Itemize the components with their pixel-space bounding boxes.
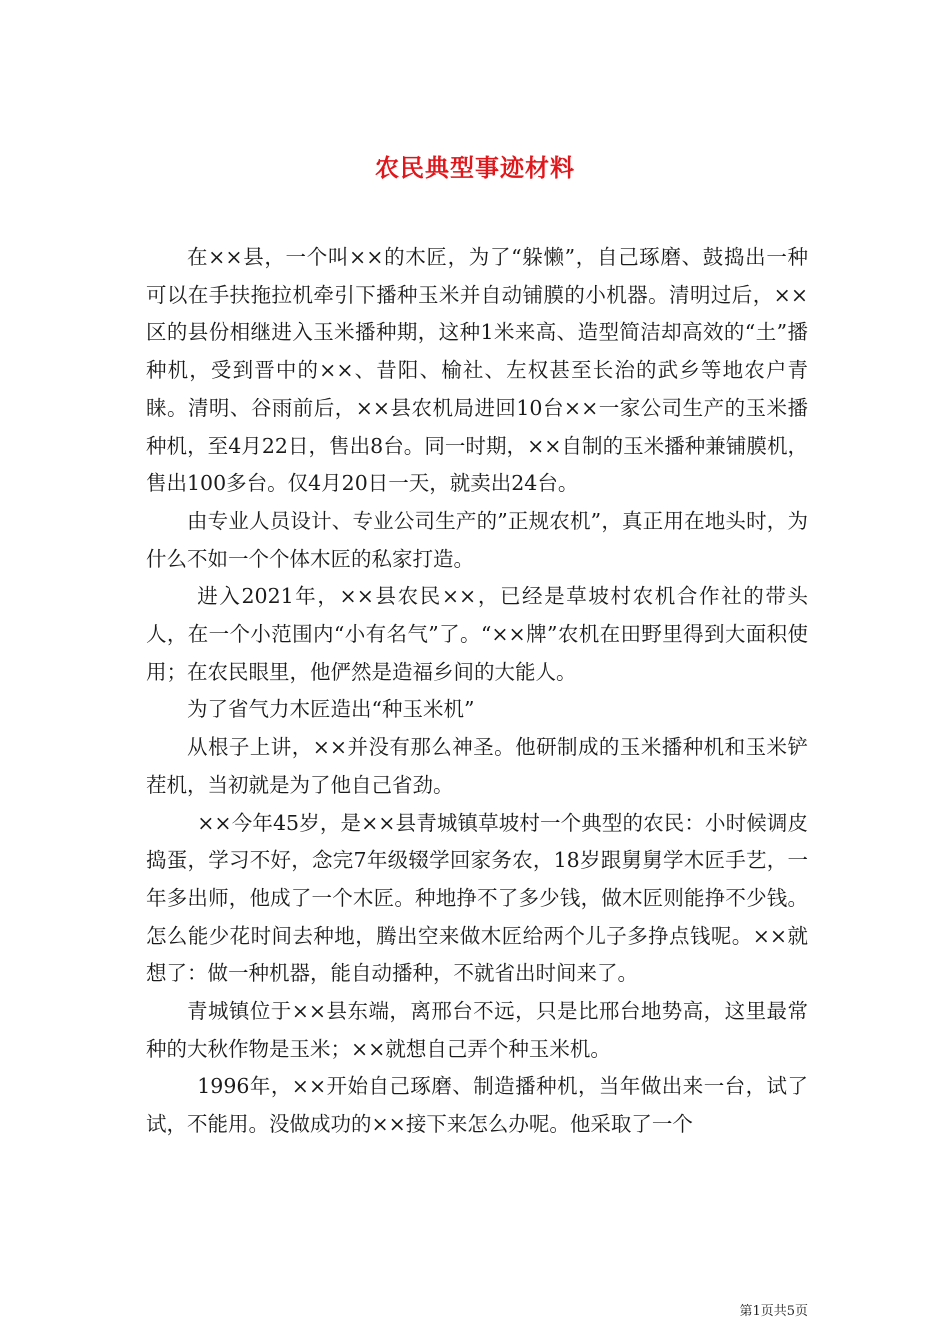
paragraph-5: 从根子上讲，××并没有那么神圣。他研制成的玉米播种机和玉米铲茬机，当初就是为了他自己省劲。 — [146, 735, 808, 797]
document-body — [146, 239, 808, 1144]
paragraph-6: ××今年45岁，是××县青城镇草坡村一个典型的农民：小时候调皮捣蛋，学习不好，念完7年级辍学回家务农，18岁跟舅舅学木匠手艺，一年多出师，他成了一个木匠。种地挣不了多少钱，做木匠则能挣不少钱。怎么能少花时间去种地，腾出空来做木匠给两个儿子多挣点钱呢。××就想了：做一种机器，能自动播种，不就省出时间来了。 — [146, 810, 808, 986]
document-title: 农民典型事迹材料 — [375, 153, 575, 183]
paragraph-1: 在××县，一个叫××的木匠，为了“躲懒”，自己琢磨、鼓捣出一种可以在手扶拖拉机牵引下播种玉米并自动铺膜的小机器。清明过后，××区的县份相继进入玉米播种期，这种1米来高、造型简洁却高效的“土”播种机，受到晋中的××、昔阳、榆社、左权甚至长治的武乡等地农户青睐。清明、谷雨前后，××县农机局进回10台××一家公司生产的玉米播种机，至4月22日，售出8台。同一时期，××自制的玉米播种兼铺膜机，售出100多台。仅4月20日一天，就卖出24台。 — [146, 245, 808, 496]
paragraph-3: 进入2021年，××县农民××，已经是草坡村农机合作社的带头人，在一个小范围内“小有名气”了。“××牌”农机在田野里得到大面积使用；在农民眼里，他俨然是造福乡间的大能人。 — [146, 584, 808, 684]
paragraph-2: 由专业人员设计、专业公司生产的”正规农机”，真正用在地头时，为什么不如一个个体木匠的私家打造。 — [146, 508, 808, 571]
paragraph-8: 1996年，××开始自己琢磨、制造播种机，当年做出来一台，试了试，不能用。没做成功的××接下来怎么办呢。他采取了一个 — [146, 1074, 808, 1137]
paragraph-subheading: 为了省气力木匠造出“种玉米机” — [187, 697, 475, 722]
page-number: 第1页共5页 — [739, 1304, 808, 1319]
paragraph-7: 青城镇位于××县东端，离邢台不远，只是比邢台地势高，这里最常种的大秋作物是玉米；××就想自己弄个种玉米机。 — [146, 999, 808, 1061]
